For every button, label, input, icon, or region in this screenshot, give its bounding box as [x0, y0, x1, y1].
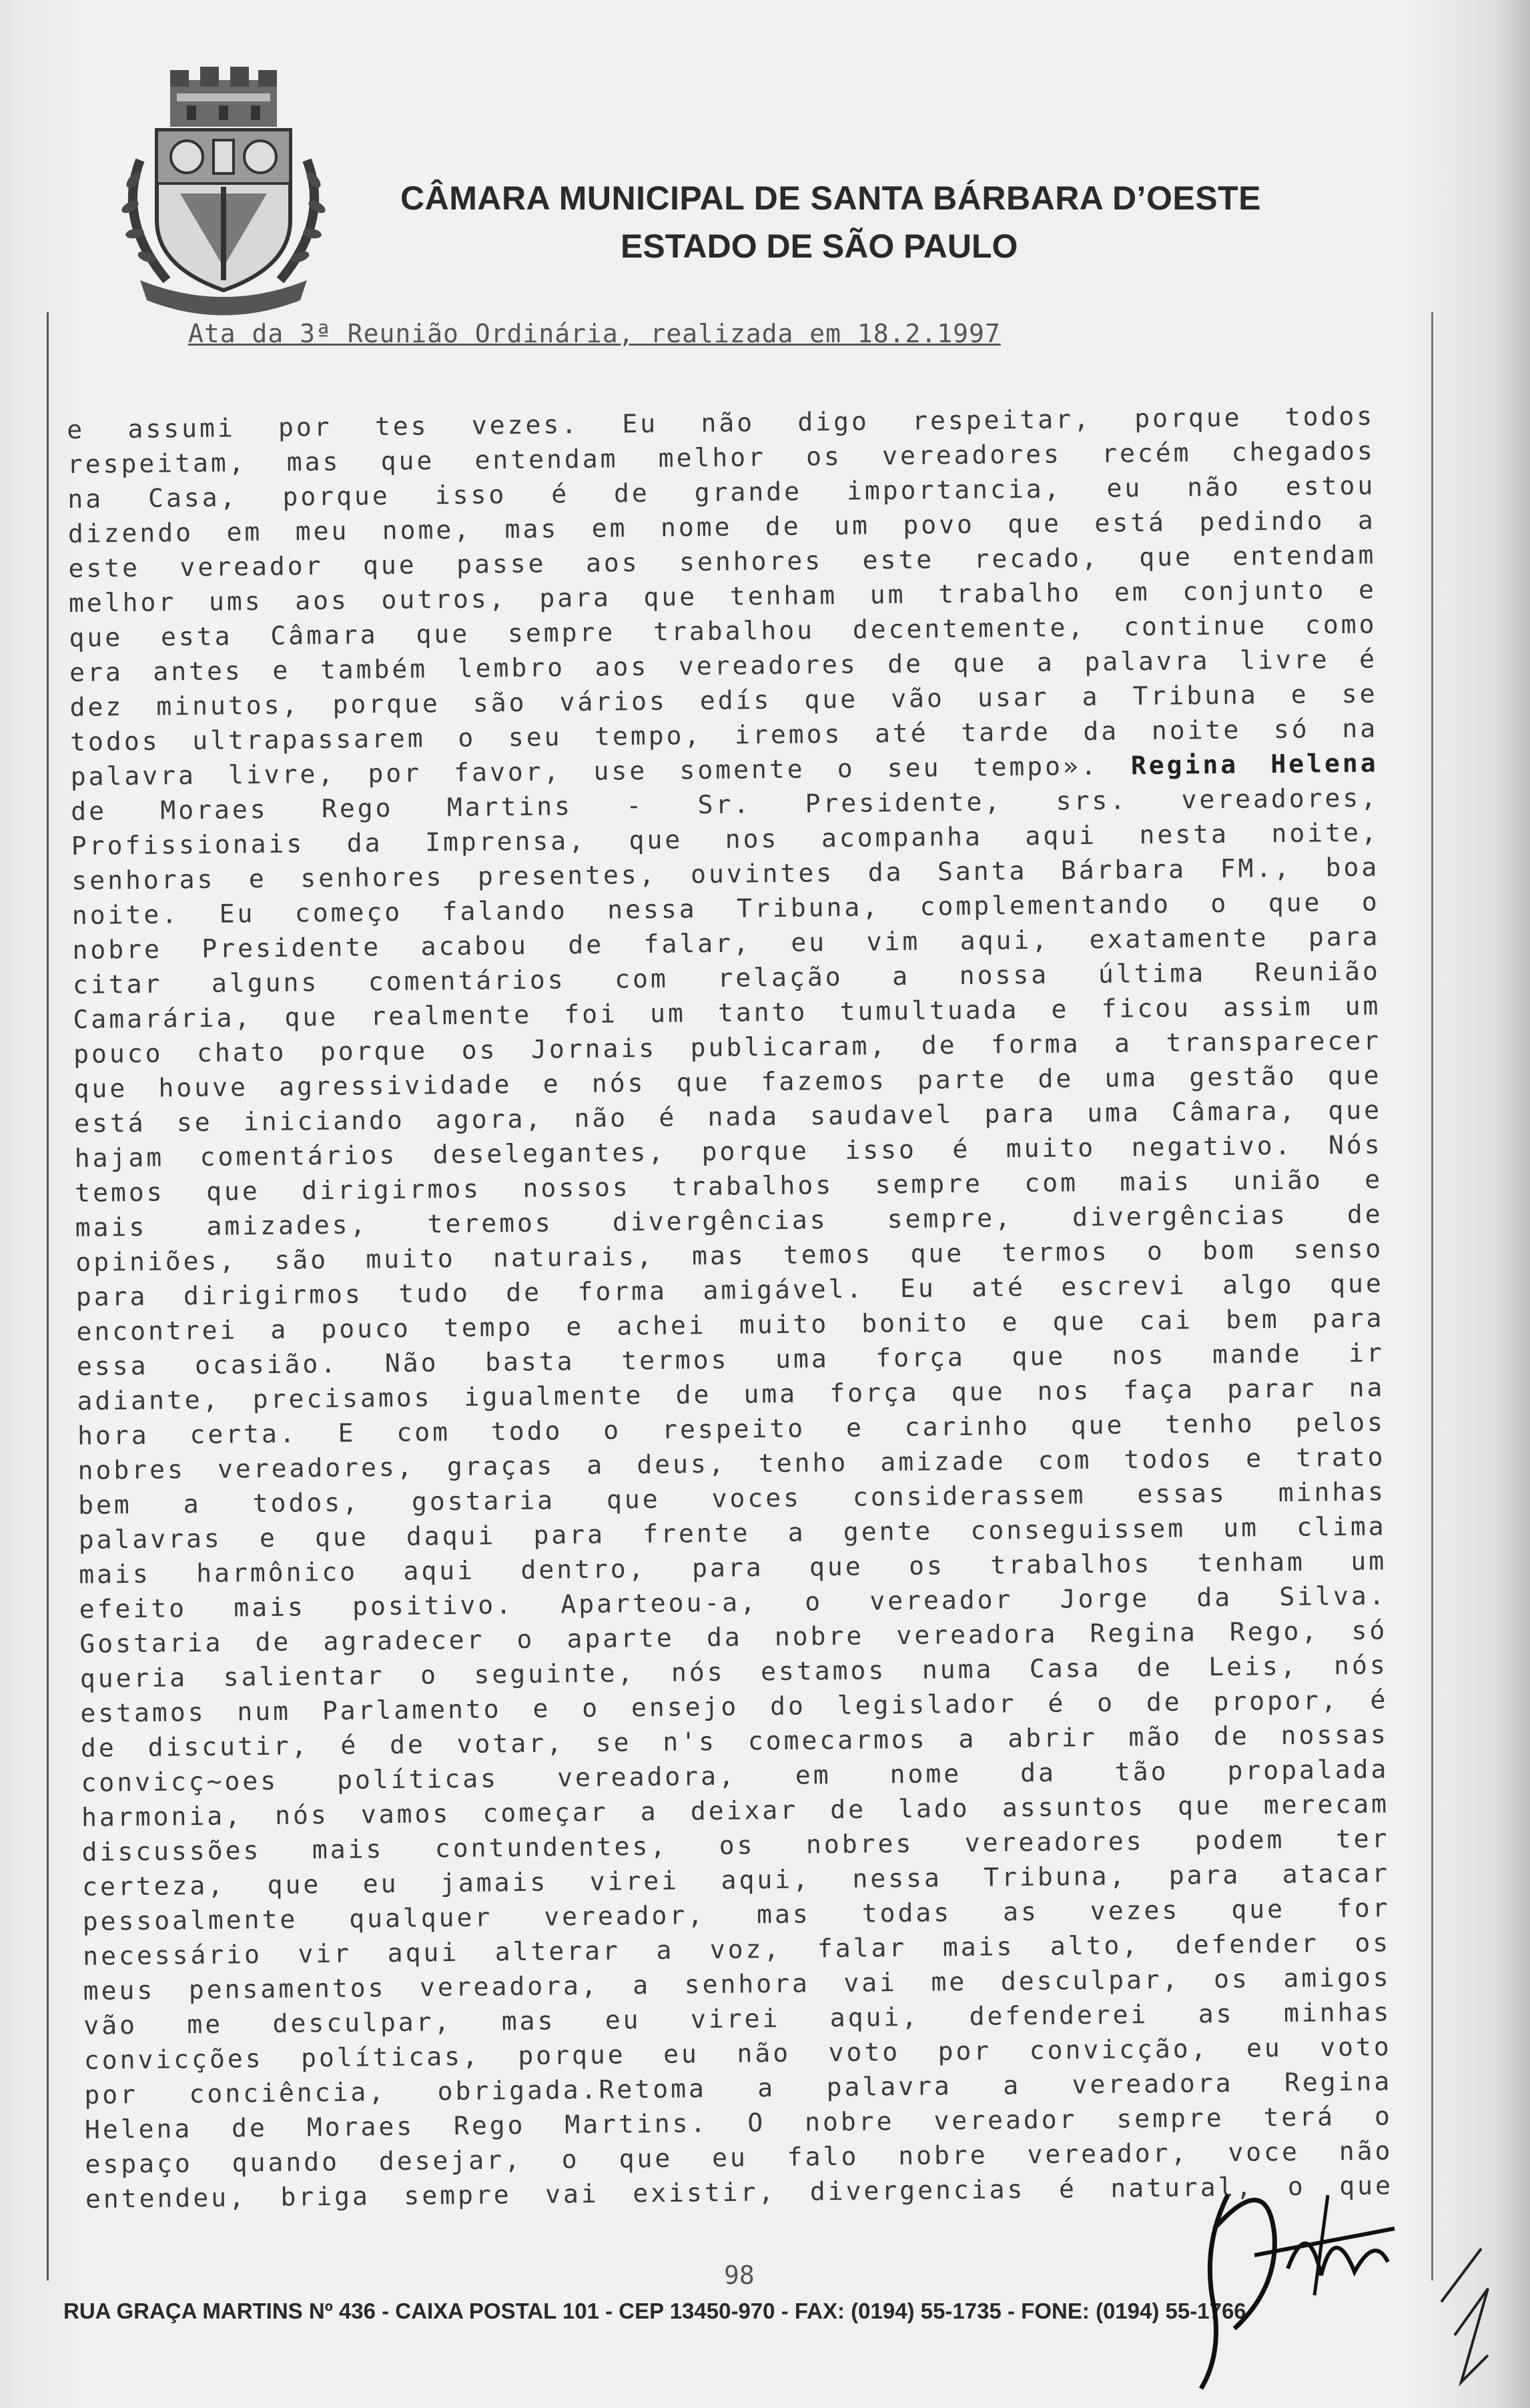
- body-line: queria salientar o seguinte, nós estamos numa Casa de Leis, nós: [79, 1650, 1388, 1693]
- body-line: Camarária, que realmente foi um tanto tumultuada e ficou assim um: [73, 991, 1381, 1034]
- handwritten-signature-icon: [1174, 2155, 1495, 2402]
- body-line: Gostaria de agradecer o aparte da nobre vereadora Regina Rego, só: [79, 1615, 1388, 1659]
- body-line: meus pensamentos vereadora, a senhora vai me desculpar, os amigos: [83, 1962, 1391, 2006]
- left-margin-rule: [47, 312, 49, 2281]
- body-line: efeito mais positivo. Aparteou-a, o vereador Jorge da Silva.: [79, 1581, 1387, 1624]
- body-line: que esta Câmara que sempre trabalhou decentemente, continue como: [69, 609, 1377, 653]
- body-line: hajam comentários deselegantes, porque isso é muito negativo. Nós: [74, 1130, 1383, 1173]
- body-line: harmonia, nós vamos começar a deixar de lado assuntos que merecam: [81, 1789, 1390, 1832]
- body-line: dez minutos, porque são vários edís que vão usar a Tribuna e se: [69, 679, 1378, 722]
- body-line: noite. Eu começo falando nessa Tribuna, complementando o que o: [71, 887, 1381, 930]
- body-line: Helena de Moraes Rego Martins. O nobre vereador sempre terá o: [84, 2101, 1393, 2144]
- body-line: bem a todos, gostaria que voces considerassem essas minhas: [77, 1477, 1387, 1520]
- body-line: era antes e também lembro aos vereadores de que a palavra livre é: [69, 644, 1378, 687]
- body-line: discussões mais contundentes, os nobres vereadores podem ter: [81, 1824, 1390, 1867]
- body-line: está se iniciando agora, não é nada saudavel para uma Câmara, que: [73, 1095, 1383, 1138]
- body-line: convicç~oes políticas vereadora, em nome da tão propalada: [81, 1754, 1389, 1797]
- body-line: palavras e que daqui para frente a gente conseguissem um clima: [78, 1511, 1387, 1555]
- body-line: hora certa. E com todo o respeito e carinho que tenho pelos: [77, 1407, 1386, 1451]
- institution-name: CÂMARA MUNICIPAL DE SANTA BÁRBARA D’OESTE: [400, 179, 1261, 217]
- body-line: e assumi por tes vezes. Eu não digo respeitar, porque todos: [67, 401, 1375, 444]
- page-number: 98: [724, 2261, 755, 2290]
- body-line: pouco chato porque os Jornais publicaram, de forma a transparecer: [73, 1026, 1382, 1069]
- body-line: mais amizades, teremos divergências sempre, divergências de: [75, 1199, 1383, 1242]
- speaker-name: Regina Helena: [1130, 748, 1379, 781]
- body-line: este vereador que passe aos senhores este recado, que entendam: [68, 540, 1377, 583]
- body-line: encontrei a pouco tempo e achei muito bonito e que cai bem para: [76, 1303, 1385, 1346]
- body-line: senhoras e senhores presentes, ouvintes da Santa Bárbara FM., boa: [71, 852, 1380, 895]
- body-line: certeza, que eu jamais virei aqui, nessa Tribuna, para atacar: [81, 1858, 1391, 1902]
- body-line: por conciência, obrigada.Retoma a palavra a vereadora Regina: [84, 2066, 1393, 2110]
- body-line: necessário vir aqui alterar a voz, falar mais alto, defender os: [83, 1928, 1391, 1971]
- right-margin-rule: [1431, 312, 1433, 2281]
- body-line: de discutir, é de votar, se n's comecarmos a abrir mão de nossas: [80, 1719, 1389, 1763]
- body-line: opiniões, são muito naturais, mas temos que termos o bom senso: [75, 1234, 1384, 1277]
- body-line: palavra livre, por favor, use somente o seu tempo».: [70, 751, 1099, 791]
- body-line: dizendo em meu nome, mas em nome de um povo que está pedindo a: [67, 505, 1377, 548]
- body-line: Profissionais da Imprensa, que nos acompanha aqui nesta noite,: [71, 817, 1379, 861]
- body-line: adiante, precisamos igualmente de uma força que nos faça parar na: [77, 1372, 1385, 1416]
- body-line: respeitam, mas que entendam melhor os vereadores recém chegados: [67, 436, 1375, 479]
- body-line: convicções políticas, porque eu não voto por convicção, eu voto: [83, 2032, 1392, 2075]
- municipal-crest-icon: [113, 67, 334, 320]
- state-name: ESTADO DE SÃO PAULO: [621, 228, 1018, 265]
- body-line: pessoalmente qualquer vereador, mas todas as vezes que for: [82, 1893, 1391, 1936]
- body-line: espaço quando desejar, o que eu falo nobre vereador, voce não: [85, 2136, 1393, 2179]
- page-edge-shadow: [1493, 0, 1530, 2408]
- body-line: mais harmônico aqui dentro, para que os trabalhos tenham um: [79, 1546, 1387, 1589]
- body-line: entendeu, briga sempre vai existir, divergencias é natural, o que: [85, 2170, 1394, 2214]
- body-line: todos ultrapassarem o seu tempo, iremos até tarde da noite só na: [69, 713, 1379, 757]
- body-line: de Moraes Rego Martins - Sr. Presidente, srs. vereadores,: [71, 783, 1379, 826]
- body-line: essa ocasião. Não basta termos uma força que nos mande ir: [76, 1338, 1385, 1381]
- body-line: estamos num Parlamento e o ensejo do legislador é o de propor, é: [80, 1685, 1389, 1728]
- body-line: vão me desculpar, mas eu virei aqui, defenderei as minhas: [83, 1997, 1392, 2040]
- minutes-title: Ata da 3ª Reunião Ordinária, realizada em 18.2.1997: [188, 319, 1001, 348]
- footer-address: RUA GRAÇA MARTINS Nº 436 - CAIXA POSTAL 101 - CEP 13450-970 - FAX: (0194) 55-1735 - FONE: (0194) 55-1766: [63, 2299, 1246, 2323]
- body-line: nobres vereadores, graças a deus, tenho amizade com todos e trato: [77, 1442, 1386, 1485]
- body-line: nobre Presidente acabou de falar, eu vim aqui, exatamente para: [72, 921, 1381, 965]
- body-line: melhor ums aos outros, para que tenham um trabalho em conjunto e: [68, 574, 1377, 618]
- body-line: citar alguns comentários com relação a nossa última Reunião: [72, 956, 1381, 999]
- minutes-body: [67, 398, 1393, 2216]
- body-line: que houve agressividade e nós que fazemos parte de uma gestão que: [73, 1060, 1382, 1104]
- body-line: temos que dirigirmos nossos trabalhos sempre com mais união e: [75, 1164, 1383, 1208]
- body-line: para dirigirmos tudo de forma amigável. Eu até escrevi algo que: [75, 1268, 1385, 1312]
- body-line: na Casa, porque isso é de grande importancia, eu não estou: [67, 470, 1376, 514]
